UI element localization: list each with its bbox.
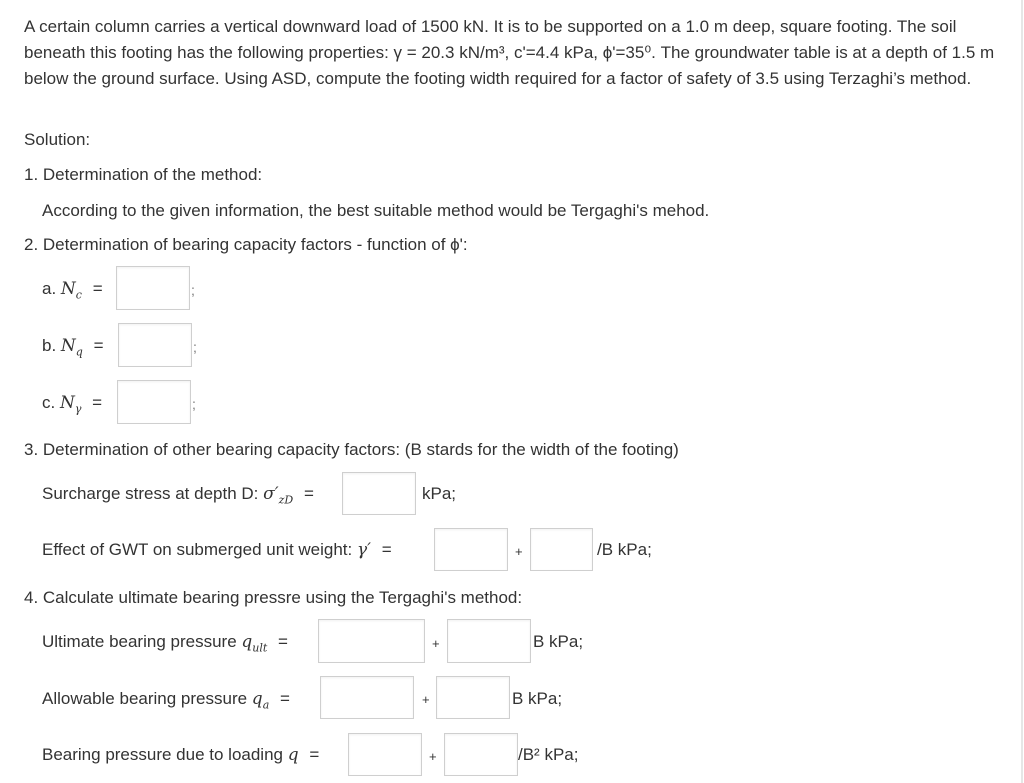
equals-sign: = [92, 279, 103, 298]
nq-label: b. $N_q$ = [42, 336, 104, 359]
equals-sign: = [309, 745, 320, 764]
allowable-input-1[interactable] [320, 676, 414, 719]
nc-semicolon: ; [191, 282, 195, 298]
loading-label: Bearing pressure due to loading q = [42, 745, 320, 765]
nc-input[interactable] [116, 266, 190, 310]
equals-sign: = [303, 484, 314, 503]
gwt-input-2[interactable] [530, 528, 593, 571]
allowable-input-2[interactable] [436, 676, 510, 719]
equals-sign: = [278, 632, 288, 651]
plus-sign: + [432, 636, 440, 651]
ultimate-input-2[interactable] [447, 619, 531, 663]
step3-heading: 3. Determination of other bearing capacity factors: (B stards for the width of the footing) [24, 440, 679, 459]
equals-sign: = [279, 689, 290, 708]
surcharge-input[interactable] [342, 472, 416, 515]
ngamma-label: c. $N_\gamma$ = [42, 393, 103, 416]
nq-input[interactable] [118, 323, 192, 367]
step1-heading: 1. Determination of the method: [24, 165, 263, 184]
ultimate-label: Ultimate bearing pressure $q_{ult}$ = [42, 632, 288, 655]
surcharge-label: Surcharge stress at depth D: $\sigma'_{zD}$ = [42, 484, 314, 507]
ngamma-input[interactable] [117, 380, 191, 424]
ultimate-unit: B kPa; [533, 632, 584, 651]
plus-sign: + [429, 749, 437, 764]
plus-sign: + [422, 692, 430, 707]
gwt-label: Effect of GWT on submerged unit weight: γ′ = [42, 540, 392, 560]
nc-label: a. $N_c$ = [42, 279, 103, 302]
equals-sign: = [93, 336, 104, 355]
nq-semicolon: ; [193, 339, 197, 355]
solution-label: Solution: [24, 130, 91, 149]
ultimate-input-1[interactable] [318, 619, 425, 663]
loading-unit: /B² kPa; [518, 745, 579, 764]
gwt-unit: /B kPa; [597, 540, 652, 559]
plus-sign: + [515, 544, 523, 559]
equals-sign: = [381, 540, 392, 559]
equals-sign: = [92, 393, 103, 412]
surcharge-unit: kPa; [422, 484, 457, 503]
loading-input-1[interactable] [348, 733, 422, 776]
step2-heading: 2. Determination of bearing capacity factors - function of ϕ': [24, 235, 468, 254]
right-border [1021, 0, 1023, 783]
gwt-input-1[interactable] [434, 528, 508, 571]
ngamma-semicolon: ; [192, 396, 196, 412]
loading-input-2[interactable] [444, 733, 518, 776]
allowable-label: Allowable bearing pressure $q_a$ = [42, 689, 290, 712]
allowable-unit: B kPa; [512, 689, 563, 708]
step4-heading: 4. Calculate ultimate bearing pressre using the Tergaghi's method: [24, 588, 523, 607]
problem-statement: A certain column carries a vertical downward load of 1500 kN. It is to be supported on a 1.0 m deep, square footing. The soil beneath this footing has the following properties: γ = 20.3 kN/m³, c'=4.4 kPa, ϕ'=35⁰. The groundwater table is at a depth of 1.5 m below the ground surface. Using ASD, compute the footing width required for a factor of safety of 3.5 using Terzaghi’s method. [24, 17, 995, 88]
step1-text: According to the given information, the best suitable method would be Tergaghi's mehod. [42, 201, 710, 220]
